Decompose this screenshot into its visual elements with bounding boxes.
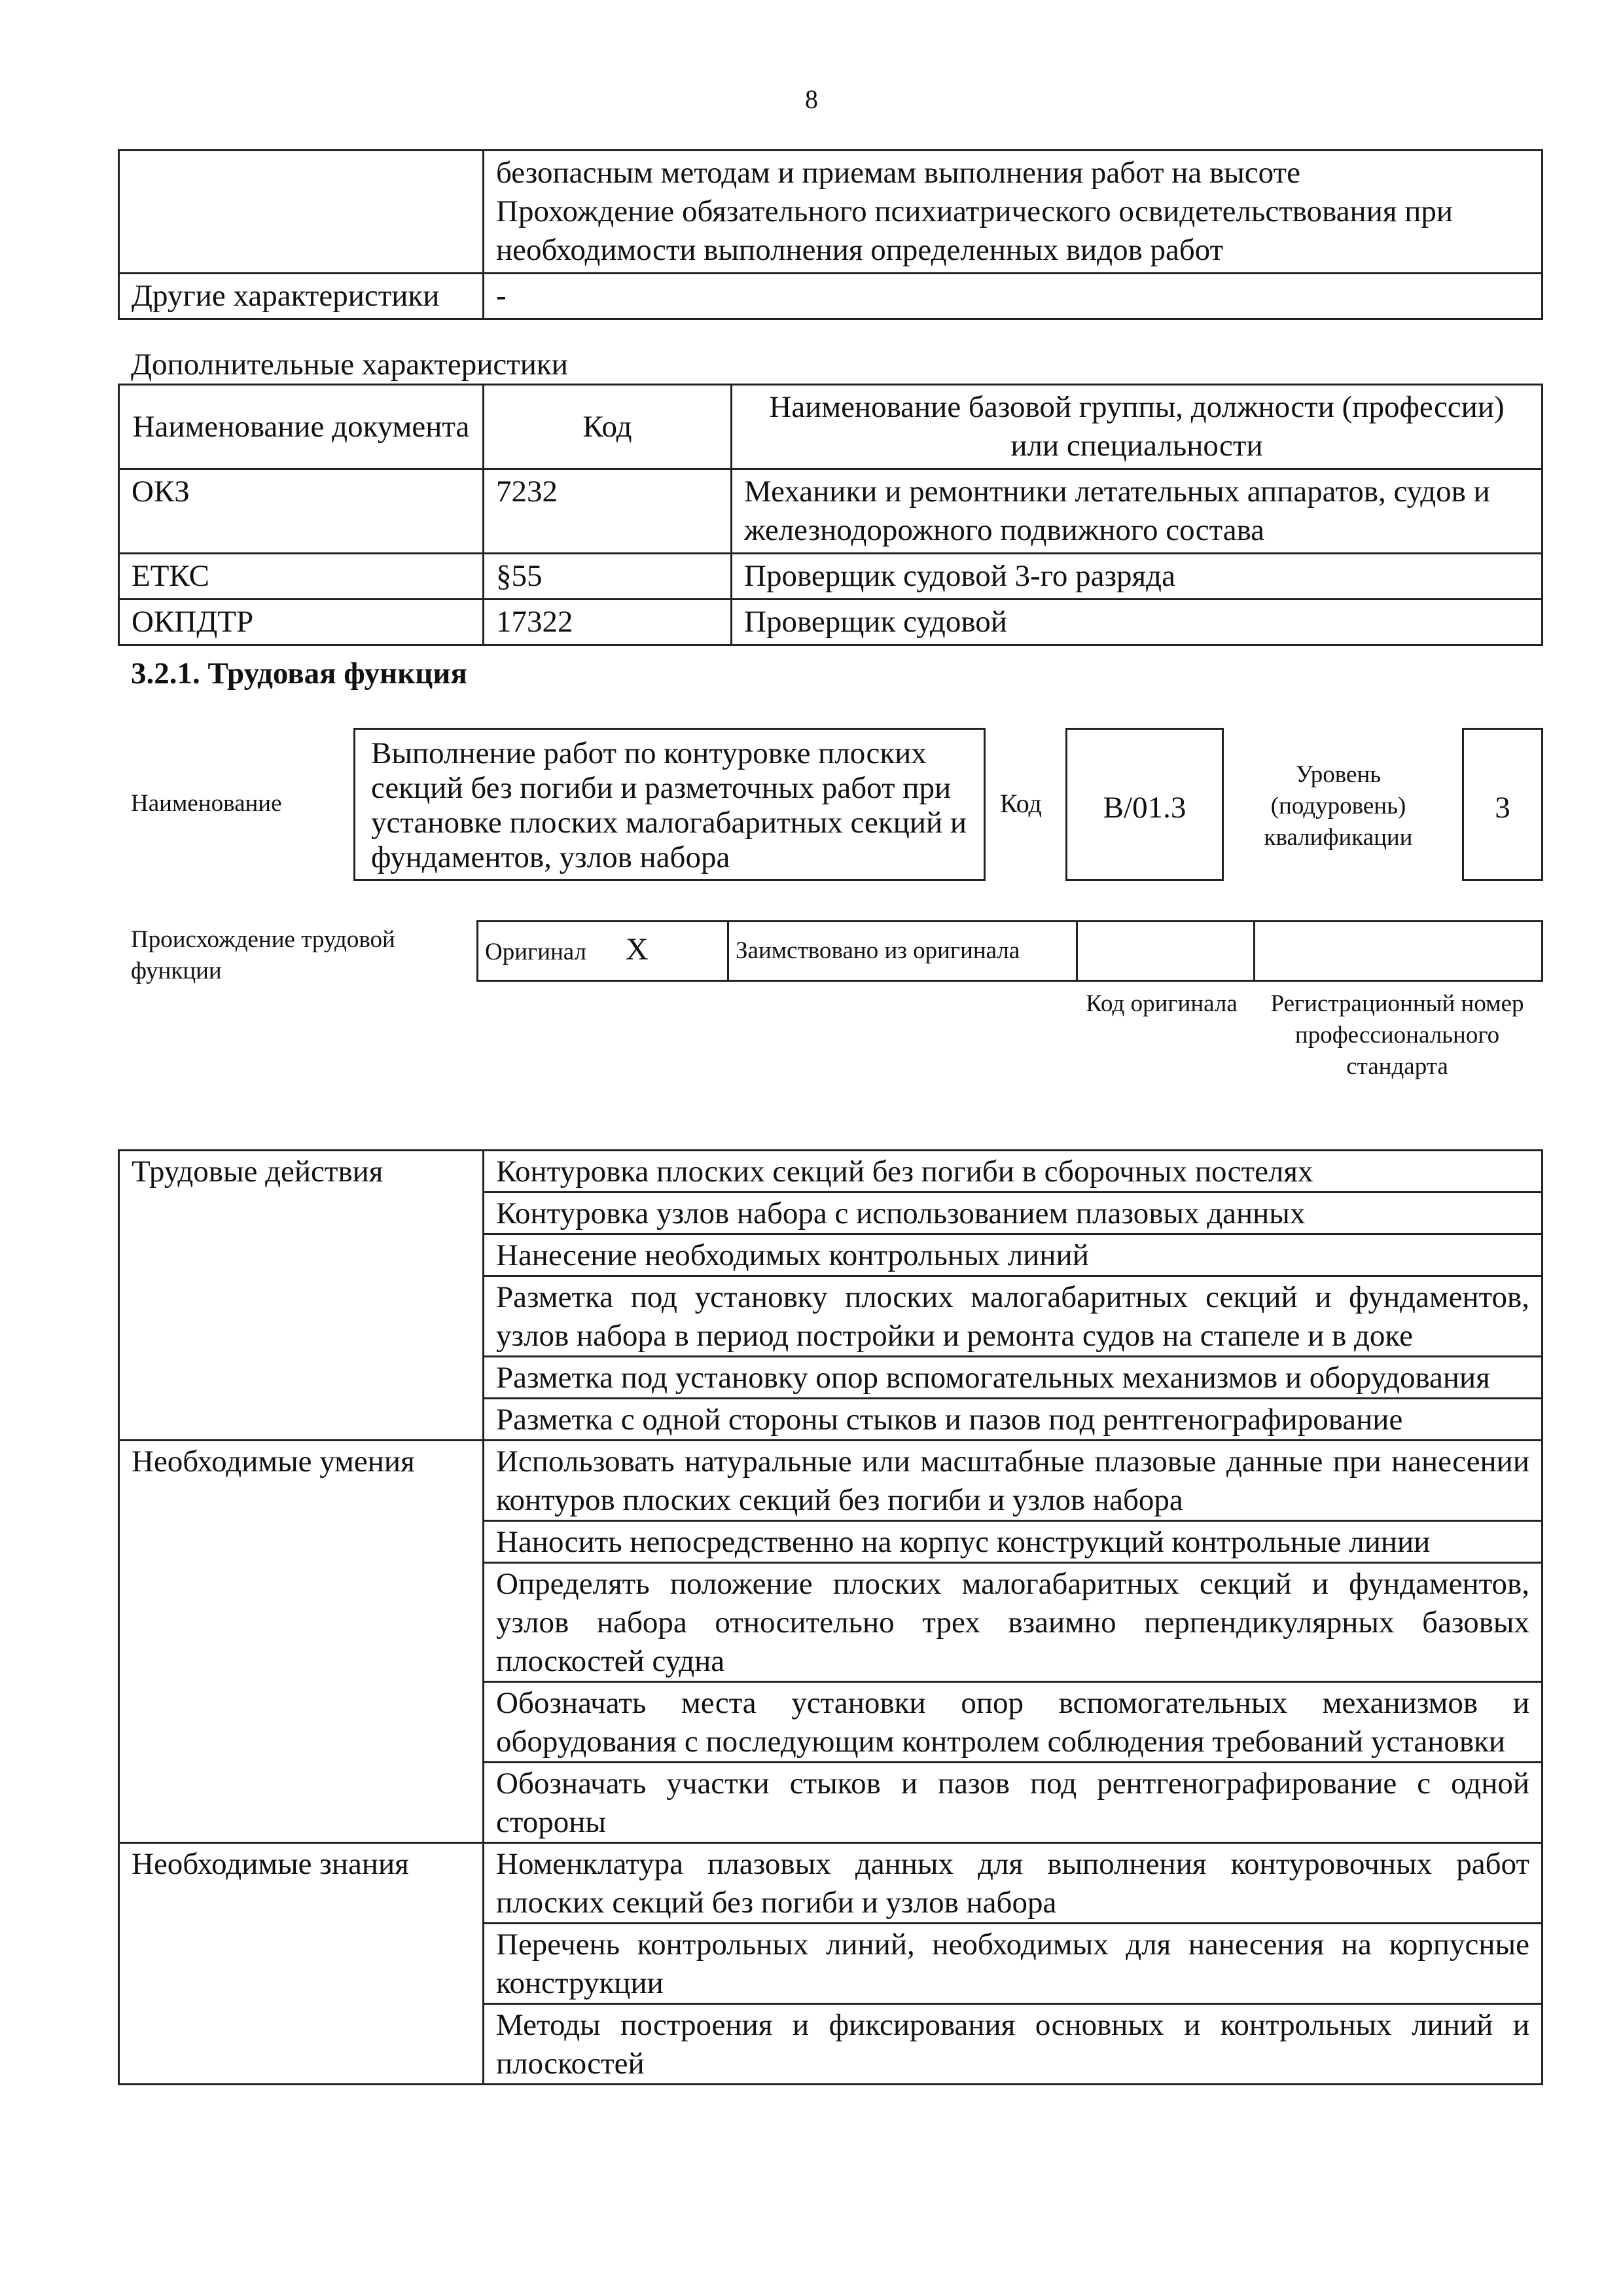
- function-name-label: Наименование: [131, 790, 282, 817]
- original-cell: [478, 922, 728, 981]
- table-row: [478, 922, 1543, 981]
- skill-item: Определять положение плоских малогабаритных секций и фундаментов, узлов набора относительно трех взаимно перпендикулярных базовых плоскостей судна: [484, 1563, 1543, 1682]
- code-cell: §55: [484, 554, 732, 600]
- knowledge-item: Методы построения и фиксирования основных и контрольных линий и плоскостей: [484, 2004, 1543, 2085]
- doc-cell: ЕТКС: [119, 554, 484, 600]
- table-row: [119, 1151, 1543, 1193]
- original-label: Оригинал: [485, 939, 587, 965]
- table-row: [119, 274, 1543, 319]
- labor-action-item: Контуровка плоских секций без погиби в сборочных постелях: [484, 1151, 1543, 1193]
- skill-item: Наносить непосредственно на корпус конструкций контрольные линии: [484, 1521, 1543, 1563]
- knowledge-item: Номенклатура плазовых данных для выполнения контуровочных работ плоских секций без погиби и узлов набора: [484, 1843, 1543, 1924]
- table-header-row: [119, 385, 1543, 469]
- table-row: [119, 1843, 1543, 1924]
- header-document: Наименование документа: [119, 385, 484, 469]
- doc-cell: ОКПДТР: [119, 600, 484, 645]
- skill-item: Использовать натуральные или масштабные плазовые данные при нанесении контуров плоских секций без погиби и узлов набора: [484, 1441, 1543, 1521]
- table-row: [119, 151, 1543, 274]
- labor-action-item: Разметка под установку плоских малогабаритных секций и фундаментов, узлов набора в период постройки и ремонта судов на стапеле и в доке: [484, 1276, 1543, 1357]
- registration-number-cell: [1255, 922, 1543, 981]
- function-code-label: Код: [1000, 789, 1042, 818]
- empty-cell: [119, 151, 484, 274]
- original-code-cell: [1077, 922, 1255, 981]
- page-number: 8: [805, 84, 818, 114]
- name-cell: Механики и ремонтники летательных аппаратов, судов и железнодорожного подвижного состава: [732, 469, 1543, 554]
- table-row: [119, 469, 1543, 554]
- labor-action-item: Контуровка узлов набора с использованием плазовых данных: [484, 1193, 1543, 1234]
- skill-item: Обозначать места установки опор вспомогательных механизмов и оборудования с последующим контролем соблюдения требований установки: [484, 1682, 1543, 1763]
- knowledge-item: Перечень контрольных линий, необходимых для нанесения на корпусные конструкции: [484, 1924, 1543, 2004]
- table-row: [119, 554, 1543, 600]
- header-code: Код: [484, 385, 732, 469]
- additional-characteristics-caption: Дополнительные характеристики: [131, 348, 568, 382]
- table-row: [119, 600, 1543, 645]
- header-group-name: Наименование базовой группы, должности (профессии) или специальности: [732, 385, 1543, 469]
- original-mark: X: [626, 932, 649, 967]
- registration-number-caption: Регистрационный номер профессионального стандарта: [1270, 990, 1524, 1080]
- qualification-level-label: Уровень (подуровень) квалификации: [1264, 761, 1413, 851]
- doc-cell: ОКЗ: [119, 469, 484, 554]
- origin-table: [476, 920, 1543, 982]
- required-skills-label: Необходимые умения: [119, 1441, 484, 1843]
- borrowed-label: Заимствовано из оригинала: [728, 922, 1077, 981]
- qualification-requirements-table: [118, 149, 1543, 320]
- additional-characteristics-table: [118, 384, 1543, 646]
- required-knowledge-label: Необходимые знания: [119, 1843, 484, 2085]
- name-cell: Проверщик судовой 3-го разряда: [732, 554, 1543, 600]
- labor-action-item: Разметка под установку опор вспомогательных механизмов и оборудования: [484, 1357, 1543, 1399]
- code-cell: 7232: [484, 469, 732, 554]
- function-name-box: Выполнение работ по контуровке плоских секций без погиби и разметочных работ при установке плоских малогабаритных секций и фундаментов, узлов набора: [353, 728, 986, 881]
- name-cell: Проверщик судовой: [732, 600, 1543, 645]
- function-code-box: B/01.3: [1065, 728, 1224, 881]
- other-characteristics-value: -: [484, 274, 1543, 319]
- labor-actions-label: Трудовые действия: [119, 1151, 484, 1441]
- labor-action-item: Разметка с одной стороны стыков и пазов под рентгенографирование: [484, 1399, 1543, 1441]
- origin-label: Происхождение трудовой функции: [131, 926, 395, 984]
- labor-action-item: Нанесение необходимых контрольных линий: [484, 1234, 1543, 1276]
- original-code-caption: Код оригинала: [1086, 990, 1238, 1017]
- table-row: [119, 1441, 1543, 1521]
- qualification-level-box: 3: [1462, 728, 1543, 881]
- other-characteristics-label: Другие характеристики: [119, 274, 484, 319]
- section-title: 3.2.1. Трудовая функция: [131, 656, 467, 691]
- code-cell: 17322: [484, 600, 732, 645]
- labor-function-details-table: [118, 1149, 1543, 2085]
- requirements-text: безопасным методам и приемам выполнения работ на высоте Прохождение обязательного психиатрического освидетельствования при необходимости выполнения определенных видов работ: [484, 151, 1543, 274]
- skill-item: Обозначать участки стыков и пазов под рентгенографирование с одной стороны: [484, 1763, 1543, 1843]
